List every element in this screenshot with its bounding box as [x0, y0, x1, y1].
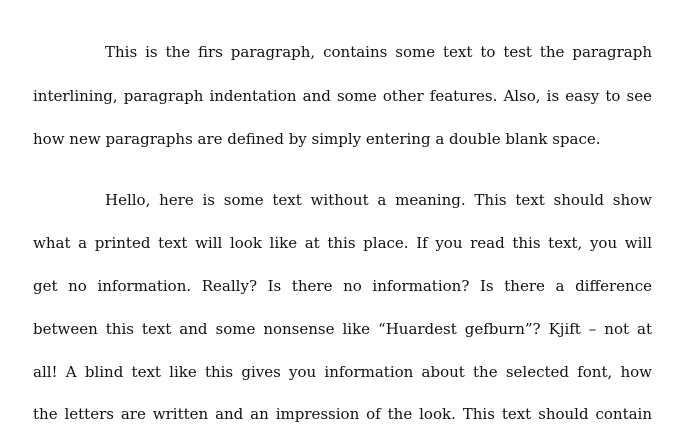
paragraph-line: This is the firs paragraph, contains some text to test the paragraph	[105, 43, 652, 61]
paragraph-line: how new paragraphs are defined by simply entering a double blank space.	[33, 130, 601, 148]
paragraph-line: Hello, here is some text without a meaning. This text should show	[105, 191, 652, 209]
paragraph-line: what a printed text will look like at this place. If you read this text, you will	[33, 234, 652, 252]
paragraph-line: between this text and some nonsense like “Huardest gefburn”? Kjift – not at	[33, 320, 652, 338]
paragraph-line: interlining, paragraph indentation and some other features. Also, is easy to see	[33, 87, 652, 105]
paragraph-line: all! A blind text like this gives you information about the selected font, how	[33, 363, 652, 381]
document-page	[33, 0, 652, 444]
paragraph-line: the letters are written and an impression of the look. This text should contain	[33, 405, 652, 423]
paragraph-line: get no information. Really? Is there no information? Is there a difference	[33, 277, 652, 295]
